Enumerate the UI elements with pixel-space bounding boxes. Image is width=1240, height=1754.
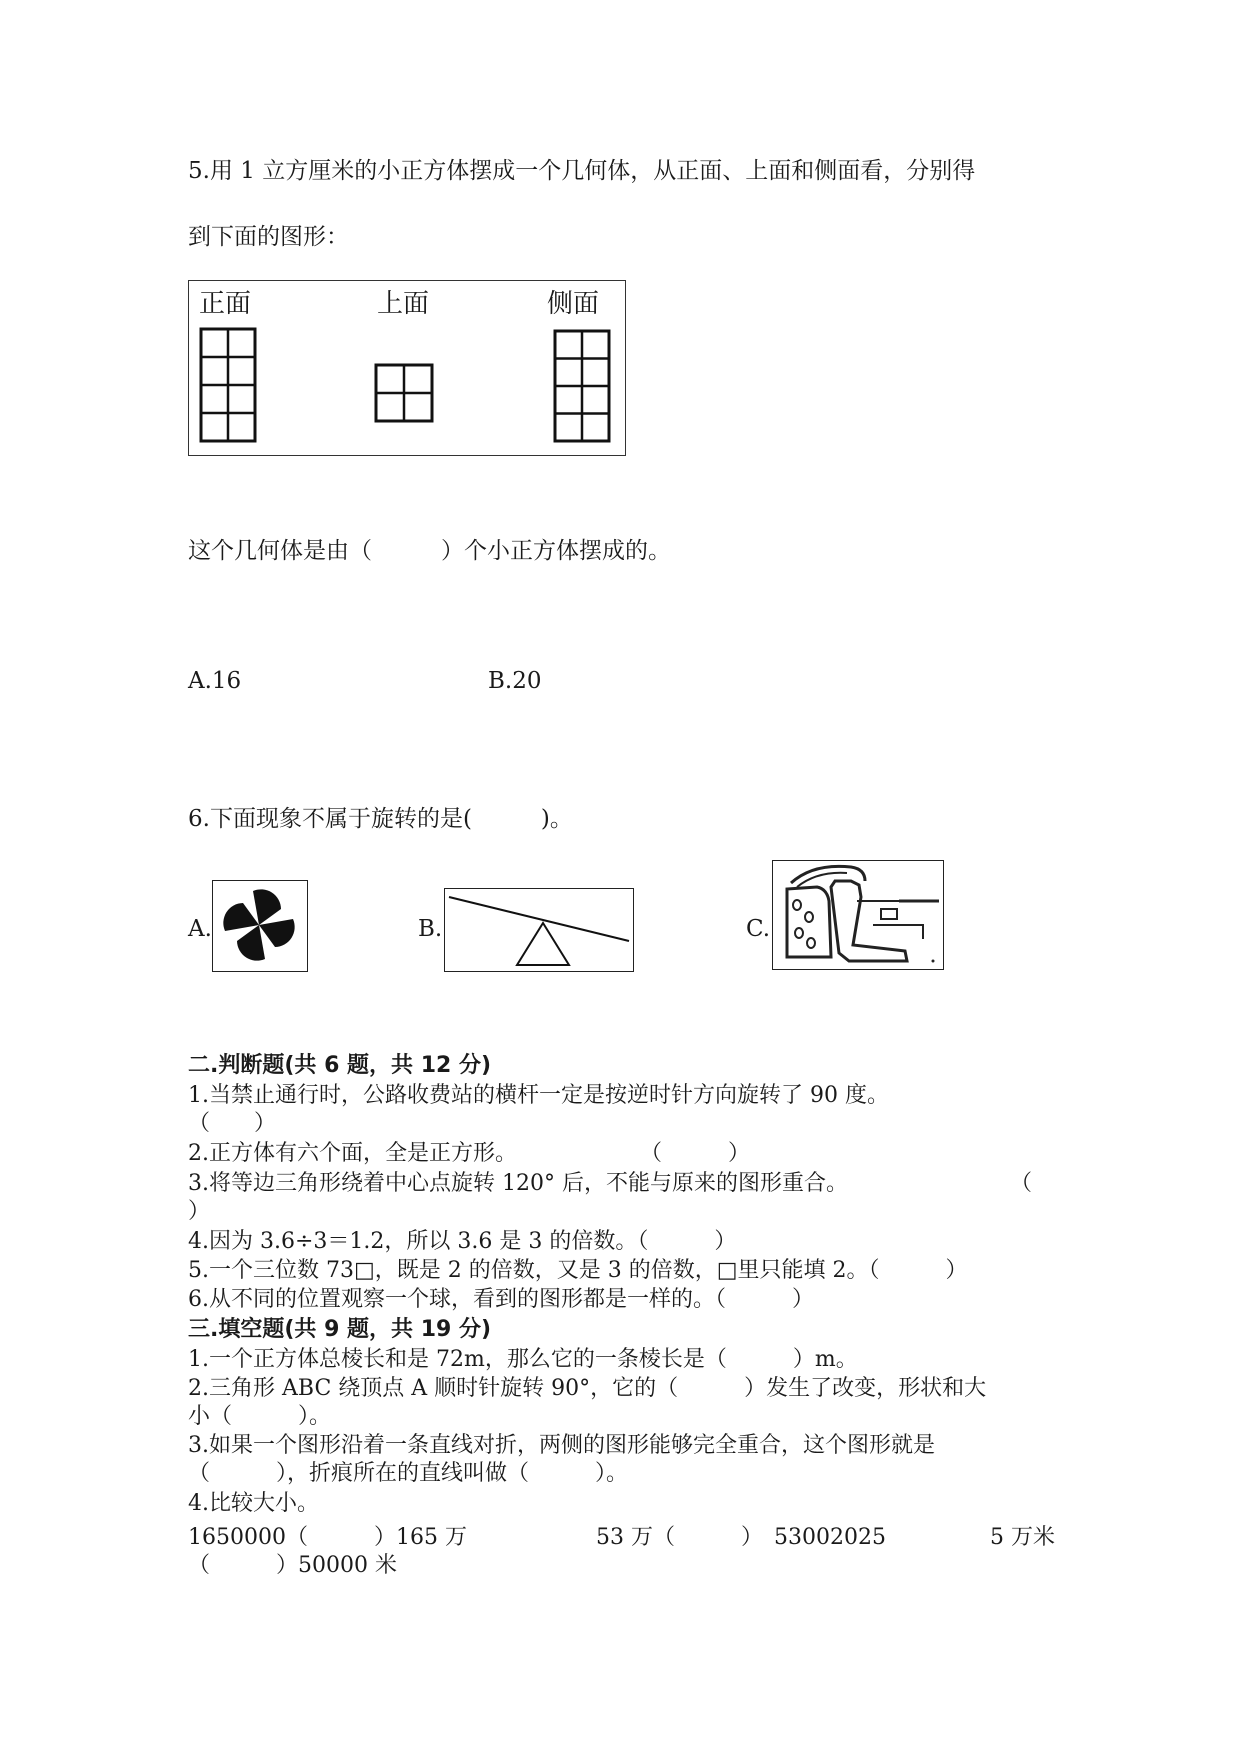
judge-item-2-paren: （ ）	[640, 1141, 751, 1166]
windmill-image	[212, 880, 308, 972]
compare-2: 53 万（ ） 53002025	[596, 1525, 886, 1550]
top-view-grid	[374, 363, 434, 423]
q6-stem: 6.下面现象不属于旋转的是( )。	[188, 806, 573, 832]
judge-item-3-paren-close: ）	[188, 1199, 211, 1224]
three-views-figure	[188, 280, 626, 456]
fill-item-4: 4.比较大小。	[188, 1491, 319, 1516]
q5-stem-line1: 5.用 1 立方厘米的小正方体摆成一个几何体，从正面、上面和侧面看，分别得	[188, 158, 976, 184]
q6-option-a-label: A.	[188, 916, 212, 942]
side-view-label: 侧面	[547, 289, 600, 319]
judge-item-1-paren: （ ）	[188, 1111, 277, 1136]
fill-item-2-line1: 2.三角形 ABC 绕顶点 A 顺时针旋转 90°，它的（ ）发生了改变，形状和大	[188, 1376, 987, 1401]
judge-item-2: 2.正方体有六个面，全是正方形。	[188, 1141, 517, 1166]
q5-option-b: B.20	[488, 668, 542, 694]
compare-3-start: 5 万米	[990, 1525, 1055, 1550]
fill-item-2-line2: 小（ ）。	[188, 1404, 332, 1429]
q5-stem-line2: 到下面的图形：	[188, 224, 349, 250]
judge-item-3-paren-open: （	[1010, 1171, 1033, 1196]
fill-item-3-line1: 3.如果一个图形沿着一条直线对折，两侧的图形能够完全重合，这个图形就是	[188, 1433, 935, 1458]
judge-item-4: 4.因为 3.6÷3＝1.2，所以 3.6 是 3 的倍数。（ ）	[188, 1229, 737, 1254]
q6-option-b-label: B.	[418, 916, 443, 942]
judge-item-6: 6.从不同的位置观察一个球，看到的图形都是一样的。（ ）	[188, 1287, 814, 1312]
playground-slide-icon	[773, 861, 942, 968]
seesaw-icon	[445, 889, 632, 970]
judge-item-5: 5.一个三位数 73□，既是 2 的倍数，又是 3 的倍数，□里只能填 2。（ ）	[188, 1258, 968, 1283]
compare-3-end: （ ）50000 米	[188, 1553, 397, 1578]
side-view-grid	[553, 329, 611, 445]
slide-image	[772, 860, 944, 970]
front-view-label: 正面	[199, 289, 252, 319]
front-view-grid	[199, 327, 257, 445]
fill-item-1: 1.一个正方体总棱长和是 72m，那么它的一条棱长是（ ）m。	[188, 1347, 858, 1372]
q5-option-a: A.16	[188, 668, 242, 694]
compare-1: 1650000（ ）165 万	[188, 1525, 467, 1550]
q5-question: 这个几何体是由（ ）个小正方体摆成的。	[188, 538, 671, 564]
judge-item-1: 1.当禁止通行时，公路收费站的横杆一定是按逆时针方向旋转了 90 度。	[188, 1083, 889, 1108]
pinwheel-icon	[213, 881, 306, 970]
section2-heading: 二.判断题(共 6 题，共 12 分)	[188, 1053, 492, 1078]
judge-item-3: 3.将等边三角形绕着中心点旋转 120° 后，不能与原来的图形重合。	[188, 1171, 848, 1196]
section3-heading: 三.填空题(共 9 题，共 19 分)	[188, 1317, 492, 1342]
fill-item-3-line2: （ ），折痕所在的直线叫做（ ）。	[188, 1461, 629, 1486]
seesaw-image	[444, 888, 634, 972]
top-view-label: 上面	[377, 289, 430, 319]
q6-option-c-label: C.	[746, 916, 771, 942]
